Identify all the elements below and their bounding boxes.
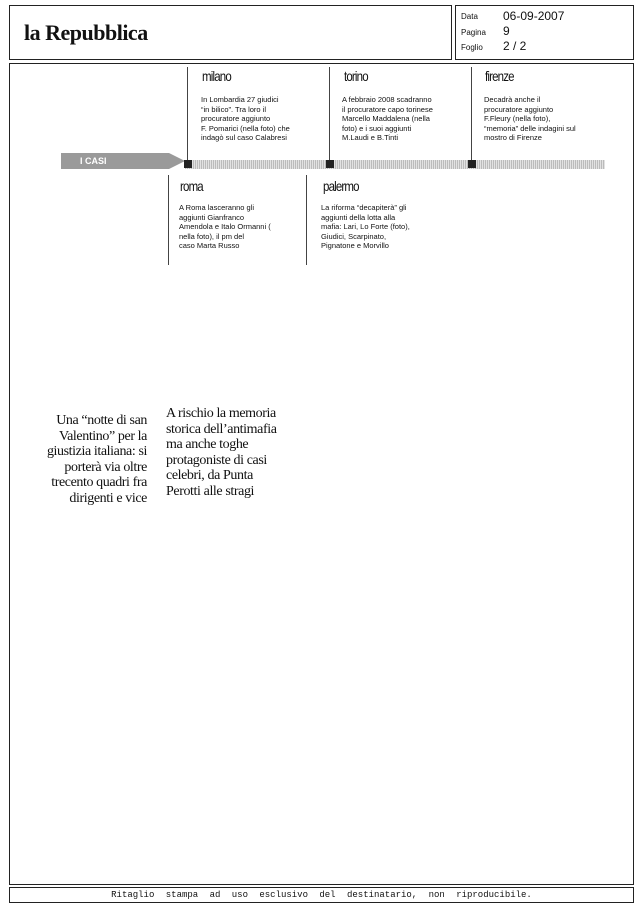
note-palermo: La riforma “decapiterà” gli aggiunti della lotta alla mafia: Lari, Lo Forte (foto), Giudici, Scarpinato, Pignatone e Morvillo [321,203,410,250]
data-value: 06-09-2007 [503,9,565,23]
connector-line [329,67,330,160]
note-milano: In Lombardia 27 giudici “in bilico”. Tra loro il procuratore aggiunto F. Pomarici (nella foto) che indagò sul caso Calabresi [201,95,290,142]
foglio-label: Foglio [461,43,483,52]
city-palermo: palermo [323,178,359,194]
article-subhead-left: Una “notte di san Valentino” per la giustizia italiana: si porterà via oltre trecento quadri fra dirigenti e vice [46,413,147,506]
masthead-title: la Repubblica [24,20,148,45]
connector-line [168,175,169,265]
city-torino: torino [344,68,368,84]
city-milano: milano [202,68,231,84]
city-roma: roma [180,178,203,194]
connector-line [471,67,472,160]
data-label: Data [461,12,478,21]
note-firenze: Decadrà anche il procuratore aggiunto F.Fleury (nella foto), “memoria” delle indagini sul mostro di Firenze [484,95,576,142]
city-firenze: firenze [485,68,514,84]
connector-line [187,67,188,160]
timeline-marker [468,160,476,168]
article-subhead-right: A rischio la memoria storica dell’antimafia ma anche toghe protagoniste di casi celebri, da Punta Perotti alle stragi [166,406,277,499]
timeline-marker [184,160,192,168]
footer-notice: Ritaglio stampa ad uso esclusivo del destinatario, non riproducibile. [111,890,532,900]
pagina-value: 9 [503,24,510,38]
timeline-marker [326,160,334,168]
connector-line [306,175,307,265]
note-roma: A Roma lasceranno gli aggiunti Gianfranco Amendola e Italo Ormanni ( nella foto), il pm del caso Marta Russo [179,203,271,250]
timeline-bar [185,160,605,169]
foglio-value: 2 / 2 [503,39,527,53]
pagina-label: Pagina [461,28,486,37]
note-torino: A febbraio 2008 scadranno il procuratore capo torinese Marcello Maddalena (nella foto) e i suoi aggiunti M.Laudi e B.Tinti [342,95,433,142]
timeline-label: I CASI [80,156,107,166]
